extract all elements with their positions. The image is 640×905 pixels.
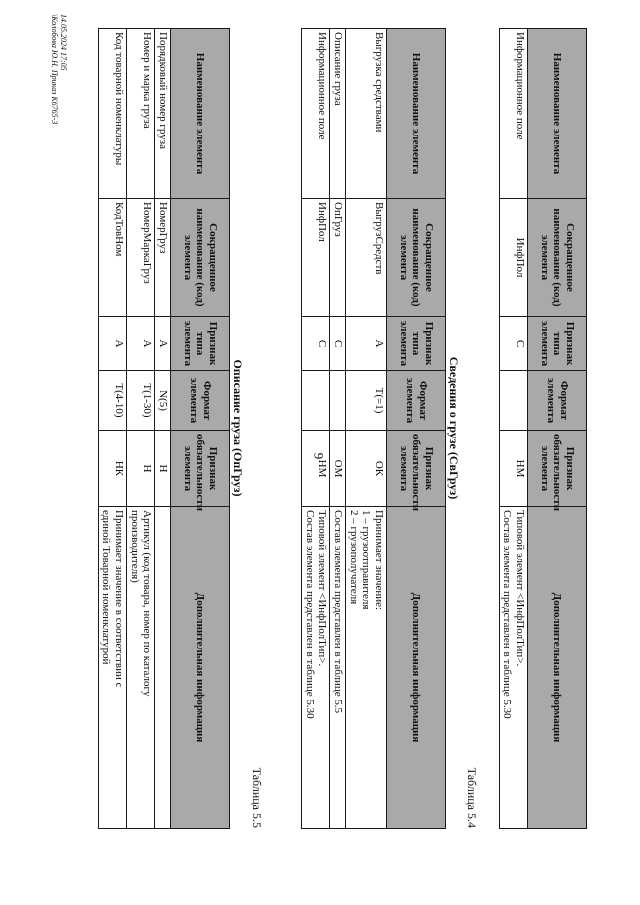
table-5-5-label: Таблица 5.5 xyxy=(250,767,264,828)
cell-code: ОпГруз xyxy=(330,199,346,317)
header-name: Наименование элемента xyxy=(171,29,230,199)
table-row xyxy=(330,29,346,829)
cell-type: А xyxy=(346,317,387,371)
cell-code: ИнфПол xyxy=(499,199,527,317)
header-type: Признак типа элемента xyxy=(387,317,446,371)
info-line: Состав элемента представлен в таблице 5.5 xyxy=(332,510,345,714)
cell-code: ВыгрузСредств xyxy=(346,199,387,317)
cell-type: С xyxy=(302,317,330,371)
table-5-4-block xyxy=(301,28,461,828)
header-format: Формат элемента xyxy=(171,371,230,431)
header-required: Признак обязательности элемента xyxy=(171,431,230,507)
table-5-4-label: Таблица 5.4 xyxy=(465,767,479,828)
info-line: Состав элемента представлен в таблице 5.30 xyxy=(501,510,514,719)
cell-type: А xyxy=(155,317,171,371)
info-line: 1 – грузоотправителя xyxy=(360,510,373,610)
cell-info xyxy=(302,507,330,829)
table-row xyxy=(98,29,126,829)
header-code: Сокращенное наименование (код) элемента xyxy=(171,199,230,317)
header-info: Дополнительная информация xyxy=(528,507,587,829)
cell-format: N(5) xyxy=(155,371,171,431)
cell-format xyxy=(330,371,346,431)
table-row xyxy=(346,29,387,829)
signature-stamp xyxy=(49,14,67,124)
header-info: Дополнительная информация xyxy=(171,507,230,829)
info-line: Принимает значение: xyxy=(373,510,385,611)
cell-format: Т(4-10) xyxy=(98,371,126,431)
table-row xyxy=(499,29,527,829)
table-5-5 xyxy=(98,28,230,829)
rotated-page-content xyxy=(37,8,607,898)
table-5-4-title: Сведения о грузе (СвГруз) xyxy=(447,356,461,500)
table-5-5-block xyxy=(98,28,245,828)
cell-format: Т(1-30) xyxy=(127,371,155,431)
cell-info xyxy=(155,507,171,829)
cell-info xyxy=(98,507,126,829)
table-5-5-title: Описание груза (ОпГруз) xyxy=(231,359,245,497)
header-format: Формат элемента xyxy=(528,371,587,431)
stamp-line: \Колобова Ю.Н. Приказ К6765-3 xyxy=(50,14,60,125)
info-line: Артикул (код товара, номер по каталогу xyxy=(141,510,154,697)
cell-type: С xyxy=(330,317,346,371)
cell-required: НМ xyxy=(302,431,330,507)
cell-name: Информационное поле xyxy=(302,29,330,199)
table-row xyxy=(155,29,171,829)
info-line: Типовой элемент <ИнфПолТип>. xyxy=(514,510,526,667)
cell-info xyxy=(127,507,155,829)
cell-code: НомерМаркаГруз xyxy=(127,199,155,317)
header-name: Наименование элемента xyxy=(528,29,587,199)
header-info: Дополнительная информация xyxy=(387,507,446,829)
cell-name: Информационное поле xyxy=(499,29,527,199)
info-line: Состав элемента представлен в таблице 5.30 xyxy=(303,510,316,719)
cell-required: НК xyxy=(98,431,126,507)
cell-type: А xyxy=(98,317,126,371)
cell-name: Выгрузка средствами xyxy=(346,29,387,199)
info-line: единой Товарной номенклатурой xyxy=(100,510,113,665)
header-name: Наименование элемента xyxy=(387,29,446,199)
info-line: Типовой элемент <ИнфПолТип>. xyxy=(316,510,329,667)
cell-code: НомерГруз xyxy=(155,199,171,317)
cell-name: Код товарной номенклатуры xyxy=(98,29,126,199)
cell-format xyxy=(302,371,330,431)
cell-name: Описание груза xyxy=(330,29,346,199)
header-required: Признак обязательности элемента xyxy=(387,431,446,507)
header-required: Признак обязательности элемента xyxy=(528,431,587,507)
header-type: Признак типа элемента xyxy=(171,317,230,371)
stamp-line: 14.05.2024 17:05 xyxy=(59,14,68,71)
table-row xyxy=(302,29,330,829)
cell-required: Н xyxy=(127,431,155,507)
cell-name: Порядковый номер груза xyxy=(155,29,171,199)
cell-code: ИнфПол xyxy=(302,199,330,317)
cell-code: КодТовНом xyxy=(98,199,126,317)
cell-required: Н xyxy=(155,431,171,507)
cell-format xyxy=(499,371,527,431)
info-line: Принимает значение в соответствии с xyxy=(113,510,126,688)
header-format: Формат элемента xyxy=(387,371,446,431)
table-row xyxy=(127,29,155,829)
cell-type: А xyxy=(127,317,155,371)
cell-required: ОМ xyxy=(330,431,346,507)
header-type: Признак типа элемента xyxy=(528,317,587,371)
header-code: Сокращенное наименование (код) элемента xyxy=(528,199,587,317)
cell-info xyxy=(499,507,527,829)
cell-info xyxy=(330,507,346,829)
header-code: Сокращенное наименование (код) элемента xyxy=(387,199,446,317)
cell-info xyxy=(346,507,387,829)
table-continued xyxy=(499,28,587,828)
table-top xyxy=(499,28,587,829)
info-line: 2 – грузополучателя xyxy=(347,510,360,605)
table-5-4 xyxy=(301,28,446,829)
cell-type: С xyxy=(499,317,527,371)
page-number: 9 xyxy=(311,452,327,460)
info-line: производителя) xyxy=(128,510,141,583)
cell-format: Т(=1) xyxy=(346,371,387,431)
cell-required: ОК xyxy=(346,431,387,507)
cell-name: Номер и марка груза xyxy=(127,29,155,199)
cell-required: НМ xyxy=(499,431,527,507)
